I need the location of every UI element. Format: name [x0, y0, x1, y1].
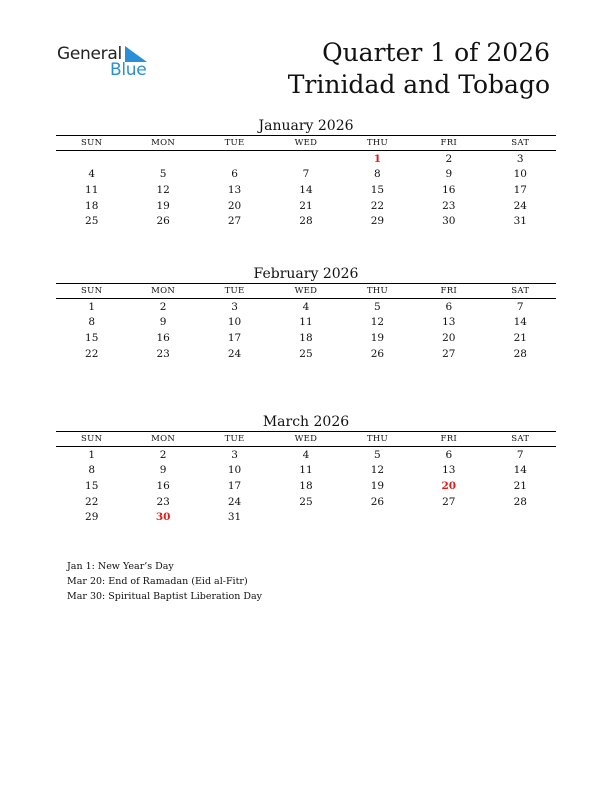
day-cell: 6 [445, 300, 453, 313]
day-cell: 16 [442, 183, 456, 196]
weekday-header-row [56, 284, 556, 299]
day-cell: 26 [370, 347, 385, 360]
weekday-header: WED [270, 284, 341, 299]
day-cell: 23 [442, 199, 456, 212]
week-row [56, 213, 556, 229]
day-cell: 22 [370, 199, 385, 212]
day-cell: 5 [159, 168, 167, 181]
day-cell: 23 [156, 495, 170, 508]
day-cell: 7 [516, 448, 524, 461]
day-cell: 2 [445, 152, 453, 165]
weekday-header: MON [127, 432, 198, 447]
day-cell: 17 [227, 479, 242, 492]
day-cell: 6 [231, 168, 238, 181]
calendar-grid [56, 283, 556, 361]
day-cell: 2 [159, 448, 167, 461]
day-cell: 21 [513, 479, 527, 492]
weekday-header: FRI [413, 432, 484, 447]
weekday-header: SUN [56, 136, 127, 151]
day-cell: 20 [442, 331, 456, 344]
day-cell: 10 [227, 316, 242, 329]
day-cell: 15 [370, 183, 385, 196]
week-row [56, 330, 556, 346]
day-cell: 31 [227, 511, 242, 524]
week-row [56, 182, 556, 198]
week-row [56, 167, 556, 183]
day-cell: 12 [370, 316, 385, 329]
day-cell: 4 [302, 300, 310, 313]
day-cell: 18 [299, 479, 313, 492]
day-cell: 5 [374, 300, 381, 313]
month-title: March 2026 [262, 414, 350, 430]
holiday-notes [67, 559, 262, 604]
day-cell: 23 [156, 347, 170, 360]
day-cell: 31 [513, 215, 527, 228]
day-cell: 20 [441, 479, 457, 492]
day-cell: 19 [370, 479, 385, 492]
day-cell: 2 [159, 300, 167, 313]
day-cell: 18 [85, 199, 99, 212]
weekday-header: WED [270, 432, 341, 447]
week-row [56, 478, 556, 494]
weekday-header: TUE [199, 432, 270, 447]
day-cell: 3 [516, 152, 524, 165]
empty-day-cell [413, 509, 484, 525]
page-title [288, 37, 550, 101]
weekday-header: WED [270, 136, 341, 151]
holiday-note: Jan 1: New Year’s Day [67, 561, 174, 572]
logo-general-text: General [57, 44, 122, 64]
day-cell: 15 [85, 331, 99, 344]
day-cell: 6 [445, 448, 453, 461]
day-cell: 26 [156, 215, 170, 228]
empty-day-cell [199, 151, 270, 167]
month-february [56, 265, 556, 361]
weekday-header: SAT [485, 284, 556, 299]
day-cell: 25 [85, 215, 99, 228]
day-cell: 12 [156, 183, 170, 196]
day-cell: 11 [299, 464, 313, 477]
holiday-note: Mar 20: End of Ramadan (Eid al-Fitr) [67, 576, 248, 587]
week-row [56, 198, 556, 214]
day-cell: 13 [442, 316, 456, 329]
day-cell: 28 [513, 347, 527, 360]
day-cell: 22 [85, 495, 99, 508]
weekday-header: MON [127, 136, 198, 151]
month-title: February 2026 [253, 266, 359, 282]
day-cell: 14 [513, 464, 527, 477]
week-row [56, 494, 556, 510]
day-cell: 25 [299, 495, 313, 508]
day-cell: 17 [227, 331, 242, 344]
day-cell: 24 [513, 199, 527, 212]
day-cell: 30 [442, 215, 456, 228]
day-cell: 25 [299, 347, 313, 360]
week-row [56, 315, 556, 331]
weekday-header: SAT [485, 136, 556, 151]
day-cell: 9 [159, 316, 167, 329]
day-cell: 18 [299, 331, 313, 344]
empty-day-cell [270, 151, 341, 167]
week-row [56, 463, 556, 479]
day-cell: 14 [299, 183, 313, 196]
day-cell: 16 [156, 479, 170, 492]
title-country: Trinidad and Tobago [287, 70, 550, 99]
day-cell: 17 [513, 183, 527, 196]
month-title: January 2026 [258, 118, 354, 134]
day-cell: 12 [370, 464, 385, 477]
day-cell: 28 [513, 495, 527, 508]
weekday-header: THU [342, 136, 413, 151]
weekday-header: THU [342, 432, 413, 447]
day-cell: 5 [374, 448, 381, 461]
day-cell: 4 [302, 448, 310, 461]
weekday-header: FRI [413, 284, 484, 299]
weekday-header: MON [127, 284, 198, 299]
weekday-header: SUN [56, 432, 127, 447]
day-cell: 3 [231, 300, 238, 313]
day-cell: 9 [445, 168, 453, 181]
title-quarter: Quarter 1 of 2026 [322, 38, 550, 67]
weekday-header: SUN [56, 284, 127, 299]
calendar-grid [56, 135, 556, 229]
day-cell: 11 [85, 183, 99, 196]
day-cell: 21 [299, 199, 313, 212]
empty-day-cell [56, 151, 127, 167]
day-cell: 22 [85, 347, 99, 360]
day-cell: 13 [227, 183, 242, 196]
day-cell: 27 [442, 495, 456, 508]
day-cell: 8 [88, 464, 96, 477]
day-cell: 26 [370, 495, 385, 508]
weekday-header: TUE [199, 284, 270, 299]
empty-day-cell [127, 151, 198, 167]
holiday-note: Mar 30: Spiritual Baptist Liberation Day [67, 591, 263, 602]
day-cell: 19 [370, 331, 385, 344]
day-cell: 13 [442, 464, 456, 477]
day-cell: 30 [155, 511, 171, 524]
day-cell: 10 [513, 168, 527, 181]
day-cell: 7 [302, 168, 310, 181]
week-row [56, 299, 556, 315]
weekday-header: TUE [199, 136, 270, 151]
month-january [56, 117, 556, 229]
week-row [56, 447, 556, 463]
day-cell: 29 [85, 511, 99, 524]
week-row [56, 346, 556, 362]
weekday-header: THU [342, 284, 413, 299]
day-cell: 27 [442, 347, 456, 360]
day-cell: 4 [88, 168, 96, 181]
day-cell: 1 [88, 448, 96, 461]
day-cell: 16 [156, 331, 170, 344]
month-march [56, 413, 556, 525]
day-cell: 14 [513, 316, 527, 329]
weekday-header: FRI [413, 136, 484, 151]
week-row [56, 151, 556, 167]
weekday-header-row [56, 432, 556, 447]
day-cell: 8 [374, 168, 381, 181]
weekday-header-row [56, 136, 556, 151]
day-cell: 15 [85, 479, 99, 492]
day-cell: 21 [513, 331, 527, 344]
week-row [56, 509, 556, 525]
empty-day-cell [270, 509, 341, 525]
day-cell: 8 [88, 316, 96, 329]
day-cell: 24 [227, 495, 242, 508]
weekday-header: SAT [485, 432, 556, 447]
day-cell: 9 [159, 464, 167, 477]
day-cell: 28 [299, 215, 313, 228]
brand-logo [57, 44, 157, 84]
day-cell: 3 [231, 448, 238, 461]
logo-blue-text: Blue [110, 60, 147, 80]
empty-day-cell [485, 509, 556, 525]
day-cell: 10 [227, 464, 242, 477]
day-cell: 20 [227, 199, 242, 212]
empty-day-cell [342, 509, 413, 525]
day-cell: 1 [373, 152, 382, 165]
day-cell: 1 [88, 300, 96, 313]
day-cell: 24 [227, 347, 242, 360]
day-cell: 19 [156, 199, 170, 212]
day-cell: 27 [227, 215, 242, 228]
day-cell: 7 [516, 300, 524, 313]
day-cell: 11 [299, 316, 313, 329]
day-cell: 29 [370, 215, 385, 228]
calendar-grid [56, 431, 556, 525]
